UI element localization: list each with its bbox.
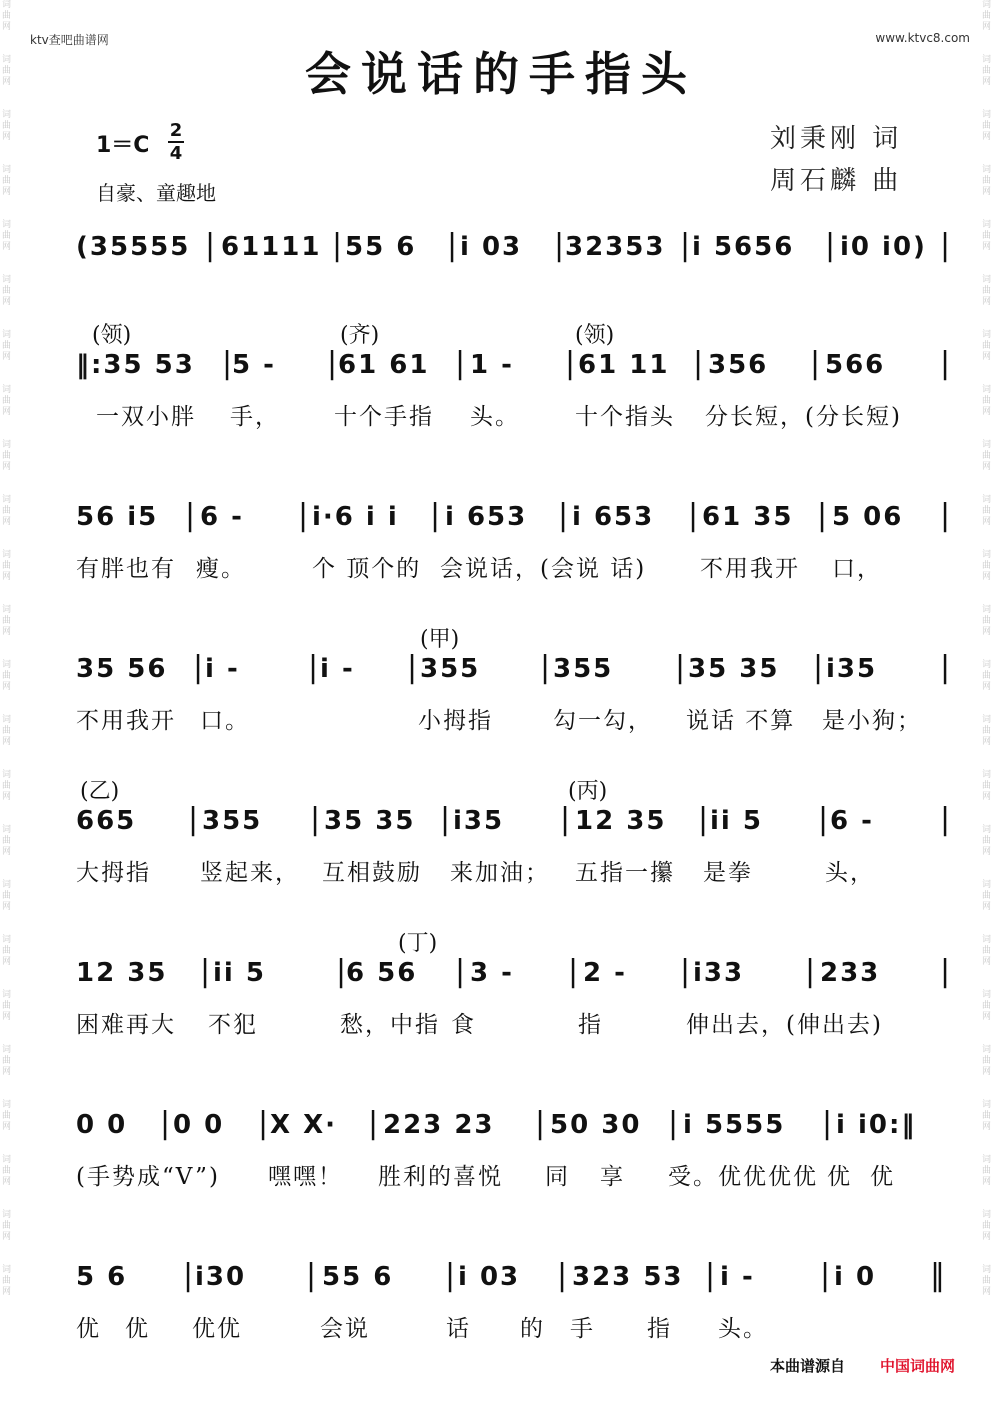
watermark-text: 词曲网 [2,880,12,912]
barline: | [368,1106,381,1141]
note-group: i35 [826,654,878,684]
lyric-segment: 五指一攥 [575,860,675,886]
barline: | [200,954,213,989]
watermark-text: 词曲网 [982,55,992,87]
barline: | [817,498,830,533]
barline: | [940,802,953,837]
barline: | [258,1106,271,1141]
lyric-segment: 优优 [192,1316,242,1342]
notes-row [0,1258,1002,1298]
lyrics-row [0,398,1002,428]
watermark-text: 词曲网 [982,1045,992,1077]
lyric-segment: 是拳 [703,860,753,886]
note-group: 6 56 [346,958,418,988]
note-group: 35 56 [76,654,168,684]
lyric-segment: 口， [832,556,882,582]
lyric-segment: 一双小胖 [96,404,196,430]
song-title: 会说话的手指头 [305,47,697,101]
barline: | [940,650,953,685]
note-group: 323 53 [572,1262,684,1292]
lyrics-row [0,702,1002,732]
lyric-segment: 的 [520,1316,545,1342]
barline: | [222,346,235,381]
note-group: 61 61 [338,350,430,380]
watermark-text: 词曲网 [2,165,12,197]
watermark-text: 词曲网 [982,440,992,472]
watermark-text: 词曲网 [982,550,992,582]
barline: | [310,802,323,837]
watermark-text: 词曲网 [982,165,992,197]
barline: | [558,498,571,533]
barline: | [336,954,349,989]
section-label: (丁) [398,931,438,956]
note-group: 0 0 [76,1110,128,1140]
note-group: i 653 [572,502,655,532]
barline: | [185,498,198,533]
lyrics-row [0,854,1002,884]
note-group: 55 6 [345,232,417,262]
note-group: 50 30 [550,1110,642,1140]
source-site-link[interactable]: 中国词曲网 [880,1357,956,1375]
barline: | [940,954,953,989]
lyric-segment: 胜利的喜悦 [378,1164,503,1190]
lyric-segment: 手， [230,404,280,430]
watermark-text: 词曲网 [2,660,12,692]
note-group: 6 - [830,806,874,836]
watermark-text: 词曲网 [982,275,992,307]
note-group: i·6 i i [312,502,399,532]
barline: ‖ [930,1258,947,1293]
note-group: i - [320,654,355,684]
composer-credit: 周石麟 曲 [770,166,903,196]
watermark-text: 词曲网 [2,550,12,582]
barline: | [554,228,567,263]
note-group: i 5656 [692,232,795,262]
lyric-segment: 困难再大 [76,1012,176,1038]
barline: | [193,650,206,685]
note-group: 1 - [470,350,514,380]
watermark-text: 词曲网 [2,715,12,747]
barline: | [688,498,701,533]
note-group: i i0:‖ [836,1110,917,1140]
note-group: 61111 [221,232,322,262]
watermark-text: 词曲网 [2,0,12,32]
notes-row [0,802,1002,842]
time-signature-numerator: 2 [169,120,183,141]
barline: | [440,802,453,837]
lyric-segment: 头， [825,860,875,886]
lyric-segment: 伸出去，(伸出去) [686,1012,883,1038]
barline: | [430,498,443,533]
note-group: 56 i5 [76,502,159,532]
lyric-segment: 有胖也有 [76,556,176,582]
lyric-segment: 话 [446,1316,471,1342]
barline: | [680,954,693,989]
note-group: 233 [820,958,881,988]
barline: | [183,1258,196,1293]
score-system [0,1078,1002,1198]
watermark-text: 词曲网 [982,220,992,252]
note-group: ii 5 [710,806,763,836]
watermark-text: 词曲网 [2,275,12,307]
section-label: (乙) [80,779,120,804]
note-group: i 0 [834,1262,877,1292]
lyric-segment: 不犯 [208,1012,258,1038]
lyric-segment: (手势成“V”) [76,1164,220,1190]
lyric-segment: 指 [578,1012,603,1038]
note-group: 35 35 [324,806,416,836]
lyric-segment: 愁，中指 [340,1012,440,1038]
tempo-marking: 自豪、童趣地 [96,181,216,205]
lyric-segment: 会说 [320,1316,370,1342]
lyric-segment: 勾一勾， [553,708,653,734]
lyric-segment: 不用我开 [700,556,800,582]
note-group: 61 35 [702,502,794,532]
watermark-text: 词曲网 [2,55,12,87]
lyric-segment: 享 [600,1164,625,1190]
notes-row [0,498,1002,538]
watermark-text: 词曲网 [982,825,992,857]
section-label: (丙) [568,779,608,804]
note-group: 3 - [470,958,514,988]
source-label: 本曲谱源自 [770,1357,846,1375]
barline: | [445,1258,458,1293]
note-group: ‖:35 53 [76,350,195,380]
note-group: ii 5 [213,958,266,988]
score-system [0,200,1002,320]
note-group: i33 [693,958,745,988]
score-system [0,470,1002,590]
barline: | [825,228,838,263]
note-group: 5 - [232,350,276,380]
lyric-segment: 十个指头 [575,404,675,430]
note-group: 355 [202,806,263,836]
note-group: i 03 [460,232,523,262]
lyric-segment: 小拇指 [418,708,493,734]
notes-row [0,650,1002,690]
watermark-text: 词曲网 [982,935,992,967]
site-link-left[interactable]: ktv查吧曲谱网 [30,33,109,47]
barline: | [565,346,578,381]
watermark-text: 词曲网 [982,660,992,692]
watermark-text: 词曲网 [982,0,992,32]
barline: | [940,498,953,533]
note-group: 356 [708,350,769,380]
watermark-text: 词曲网 [982,990,992,1022]
watermark-text: 词曲网 [982,715,992,747]
lyric-segment: 头。 [470,404,520,430]
watermark-text: 词曲网 [2,440,12,472]
barline: | [160,1106,173,1141]
watermark-text: 词曲网 [2,495,12,527]
note-group: 6 - [200,502,244,532]
lyric-segment: 来加油； [450,860,550,886]
watermark-text: 词曲网 [2,605,12,637]
barline: | [693,346,706,381]
lyrics-row [0,1310,1002,1340]
watermark-text: 词曲网 [2,990,12,1022]
lyrics-row [0,1158,1002,1188]
score-system [0,1230,1002,1350]
score-system [0,774,1002,894]
barline: | [810,346,823,381]
barline: | [540,650,553,685]
lyrics-row [0,1006,1002,1036]
watermark-text: 词曲网 [982,770,992,802]
score-system [0,926,1002,1046]
watermark-text: 词曲网 [982,330,992,362]
lyric-segment: 不用我开 [76,708,176,734]
watermark-text: 词曲网 [982,110,992,142]
lyric-segment: 手 [570,1316,595,1342]
score-system [0,622,1002,742]
watermark-text: 词曲网 [982,1100,992,1132]
note-group: 355 [553,654,614,684]
barline: | [447,228,460,263]
watermark-text: 词曲网 [982,880,992,912]
barline: | [455,346,468,381]
section-label: (甲) [420,627,460,652]
lyric-segment: 个 顶个的 [312,556,422,582]
barline: | [455,954,468,989]
note-group: i - [720,1262,755,1292]
note-group: 35 35 [688,654,780,684]
watermark-text: 词曲网 [982,605,992,637]
section-label: (齐) [340,323,380,348]
barline: | [188,802,201,837]
note-group: 223 23 [383,1110,495,1140]
watermark-text: 词曲网 [2,1045,12,1077]
note-group: 0 0 [173,1110,225,1140]
barline: | [557,1258,570,1293]
lyric-segment: 优 [870,1164,895,1190]
note-group: 12 35 [575,806,667,836]
barline: | [568,954,581,989]
barline: | [940,346,953,381]
note-group: i 5555 [683,1110,786,1140]
score-system [0,318,1002,438]
lyric-segment: 头。 [718,1316,768,1342]
barline: | [813,650,826,685]
watermark-text: 词曲网 [2,770,12,802]
notes-row [0,954,1002,994]
barline: | [308,650,321,685]
lyric-segment: 分长短，(分长短) [705,404,902,430]
lyric-segment: 说话 不算 [686,708,796,734]
note-group: 5 6 [76,1262,128,1292]
lyric-segment: 优 [76,1316,101,1342]
note-group: i30 [195,1262,247,1292]
notes-row [0,1106,1002,1146]
lyrics-row [0,550,1002,580]
watermark-text: 词曲网 [2,1155,12,1187]
section-label: (领) [575,323,615,348]
note-group: 5 06 [832,502,904,532]
note-group: 55 6 [322,1262,394,1292]
lyric-segment: 食 [451,1012,476,1038]
watermark-text: 词曲网 [2,825,12,857]
barline: | [306,1258,319,1293]
watermark-text: 词曲网 [982,385,992,417]
barline: | [298,498,311,533]
note-group: i35 [453,806,505,836]
barline: | [668,1106,681,1141]
note-group: 32353 [565,232,666,262]
lyric-segment: 受。优优优优 [668,1164,818,1190]
watermark-text: 词曲网 [2,385,12,417]
watermark-text: 词曲网 [2,1100,12,1132]
note-group: X X· [270,1110,338,1140]
barline: | [675,650,688,685]
note-group: (35555 [76,232,191,262]
watermark-text: 词曲网 [2,110,12,142]
barline: | [407,650,420,685]
watermark-text: 词曲网 [2,330,12,362]
barline: | [680,228,693,263]
note-group: 12 35 [76,958,168,988]
note-group: 2 - [583,958,627,988]
lyric-segment: 嘿嘿！ [268,1164,343,1190]
watermark-text: 词曲网 [2,1210,12,1242]
lyric-segment: 会说话，(会说 话) [440,556,647,582]
barline: | [698,802,711,837]
barline: | [535,1106,548,1141]
key-signature: 1＝C [96,133,150,158]
watermark-text: 词曲网 [2,220,12,252]
watermark-text: 词曲网 [2,1265,12,1297]
note-group: i 03 [458,1262,521,1292]
note-group: i0 i0) [840,232,927,262]
lyric-segment: 同 [545,1164,570,1190]
watermark-text: 词曲网 [982,1155,992,1187]
lyric-segment: 是小狗； [822,708,922,734]
watermark-text: 词曲网 [982,1210,992,1242]
barline: | [805,954,818,989]
time-signature [168,120,184,164]
barline: | [560,802,573,837]
lyric-segment: 瘦。 [196,556,246,582]
watermark-text: 词曲网 [982,1265,992,1297]
note-group: i 653 [445,502,528,532]
lyric-segment: 口。 [200,708,250,734]
lyric-segment: 指 [647,1316,672,1342]
lyric-segment: 竖起来， [200,860,300,886]
lyric-segment: 优 [125,1316,150,1342]
note-group: 665 [76,806,137,836]
watermark-text: 词曲网 [2,935,12,967]
barline: | [205,228,218,263]
barline: | [705,1258,718,1293]
note-group: 355 [420,654,481,684]
barline: | [332,228,345,263]
notes-row [0,228,1002,268]
note-group: 61 11 [578,350,670,380]
note-group: i - [205,654,240,684]
barline: | [818,802,831,837]
note-group: 566 [825,350,886,380]
lyric-segment: 大拇指 [76,860,151,886]
lyric-segment: 互相鼓励 [322,860,422,886]
barline: | [820,1258,833,1293]
site-link-right[interactable]: www.ktvc8.com [875,31,970,45]
watermark-text: 词曲网 [982,495,992,527]
section-label: (领) [92,323,132,348]
lyricist-credit: 刘秉刚 词 [770,124,903,154]
barline: | [327,346,340,381]
barline: | [940,228,953,263]
lyric-segment: 优 [827,1164,852,1190]
barline: | [822,1106,835,1141]
time-signature-denominator: 4 [169,143,183,164]
lyric-segment: 十个手指 [334,404,434,430]
